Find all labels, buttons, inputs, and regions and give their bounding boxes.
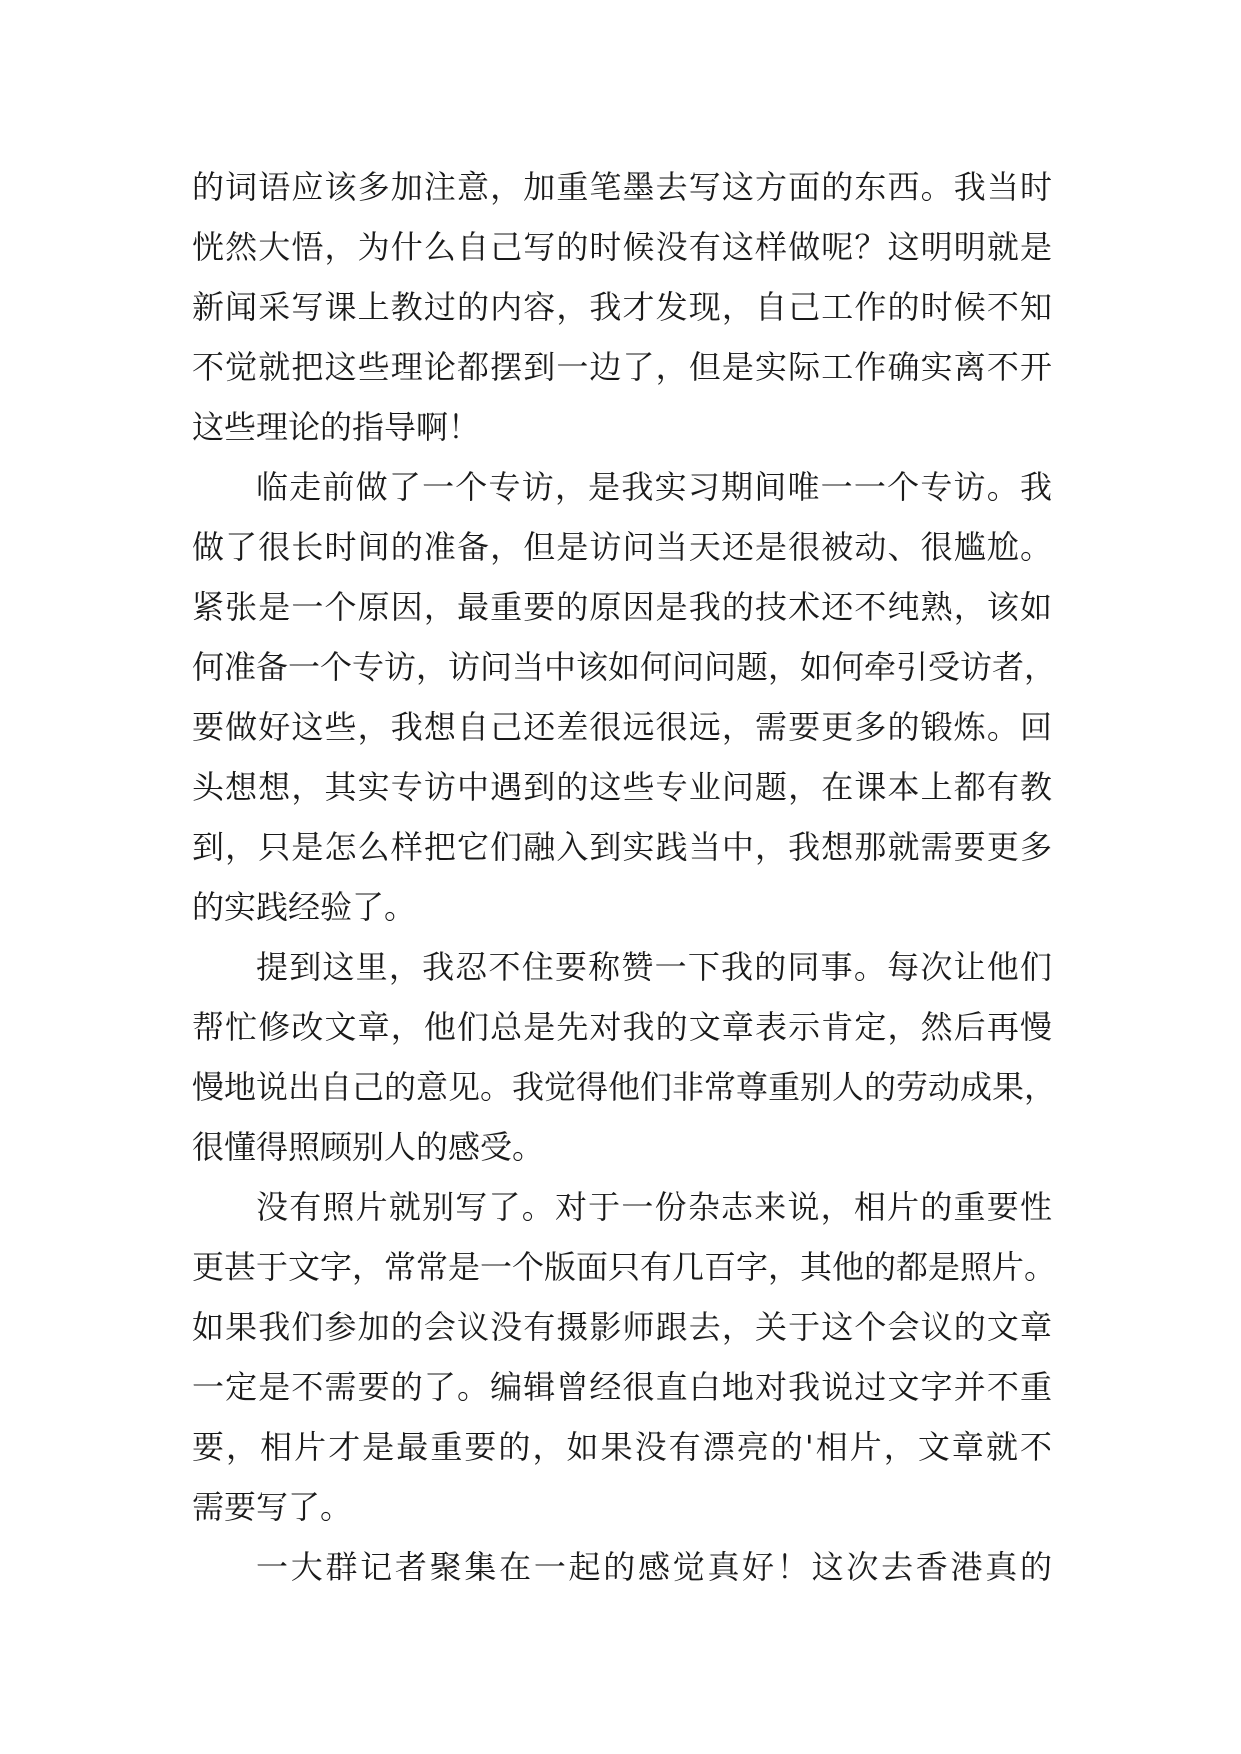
- paragraph-first-line: 没有照片就别写了。对于一份杂志来说，相片的重要性: [256, 1188, 1052, 1226]
- text-line: 要，相片才是最重要的，如果没有漂亮的'相片，文章就不: [192, 1428, 1052, 1466]
- paragraph-first-line: 临走前做了一个专访，是我实习期间唯一一个专访。我: [256, 468, 1052, 506]
- text-line: 一定是不需要的了。编辑曾经很直白地对我说过文字并不重: [192, 1368, 1052, 1406]
- text-line: 做了很长时间的准备，但是访问当天还是很被动、很尴尬。: [192, 528, 1052, 566]
- text-line: 不觉就把这些理论都摆到一边了，但是实际工作确实离不开: [192, 348, 1052, 386]
- text-line: 如果我们参加的会议没有摄影师跟去，关于这个会议的文章: [192, 1308, 1052, 1346]
- text-line: 更甚于文字，常常是一个版面只有几百字，其他的都是照片。: [192, 1248, 1057, 1286]
- text-line: 新闻采写课上教过的内容，我才发现，自己工作的时候不知: [192, 288, 1052, 326]
- text-line: 恍然大悟，为什么自己写的时候没有这样做呢？这明明就是: [192, 228, 1052, 266]
- paragraph-first-line: 一大群记者聚集在一起的感觉真好！这次去香港真的: [256, 1548, 1052, 1586]
- text-line: 这些理论的指导啊！: [192, 408, 481, 446]
- text-line: 头想想，其实专访中遇到的这些专业问题，在课本上都有教: [192, 768, 1052, 806]
- paragraph-first-line: 提到这里，我忍不住要称赞一下我的同事。每次让他们: [256, 948, 1052, 986]
- text-line: 要做好这些，我想自己还差很远很远，需要更多的锻炼。回: [192, 708, 1052, 746]
- text-line: 紧张是一个原因，最重要的原因是我的技术还不纯熟，该如: [192, 588, 1052, 626]
- text-line: 慢地说出自己的意见。我觉得他们非常尊重别人的劳动成果，: [192, 1068, 1057, 1106]
- text-line: 的实践经验了。: [192, 888, 417, 926]
- text-line: 需要写了。: [192, 1488, 353, 1526]
- text-line: 帮忙修改文章，他们总是先对我的文章表示肯定，然后再慢: [192, 1008, 1052, 1046]
- text-line: 何准备一个专访，访问当中该如何问问题，如何牵引受访者，: [192, 648, 1057, 686]
- text-line: 到，只是怎么样把它们融入到实践当中，我想那就需要更多: [192, 828, 1052, 866]
- text-line: 很懂得照顾别人的感受。: [192, 1128, 545, 1166]
- text-line: 的词语应该多加注意，加重笔墨去写这方面的东西。我当时: [192, 168, 1052, 206]
